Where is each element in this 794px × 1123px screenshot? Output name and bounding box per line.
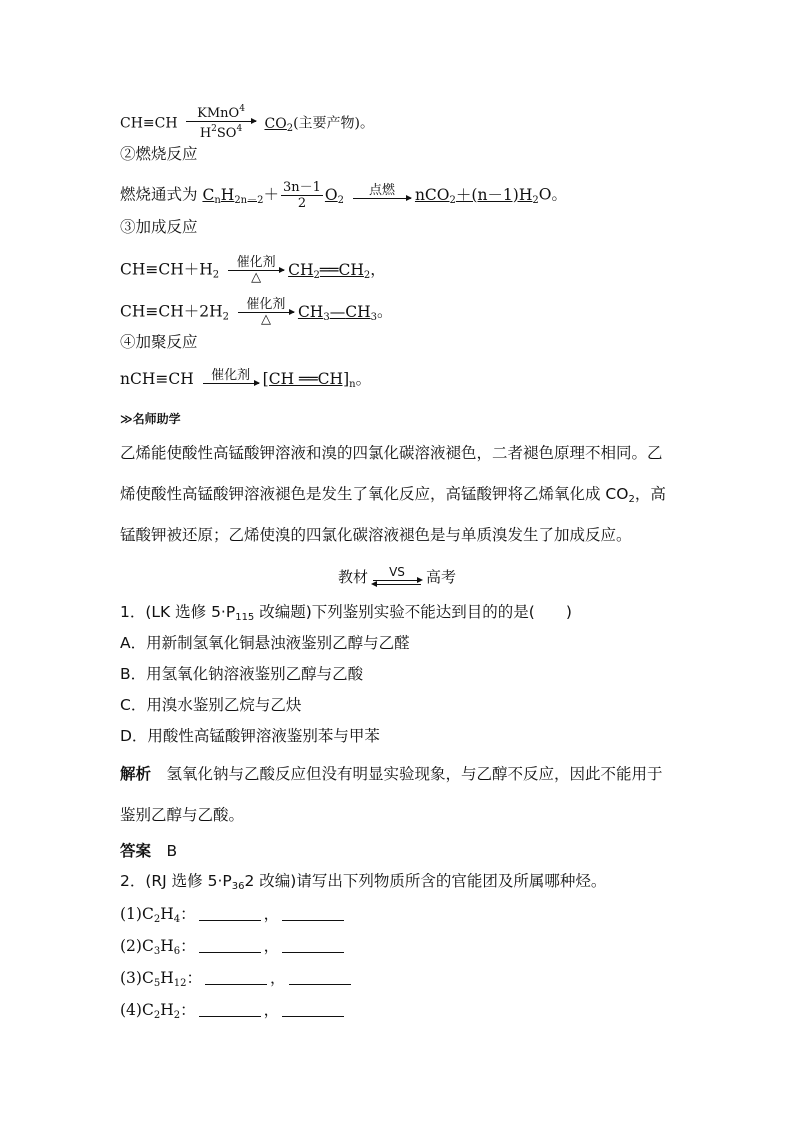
equation-addition-2: $CH\equiv CH+2H_2$ 催化剂 △ $CH_3—CH_3$。	[120, 297, 393, 327]
answer-line	[120, 842, 177, 860]
q2-item-4: $(4)C_2H_2$： ，	[120, 1001, 347, 1025]
option-a: A．用新制氢氧化铜悬浊液鉴别乙醇与乙醛	[120, 634, 410, 652]
answer-blank[interactable]	[282, 1004, 344, 1017]
heading-addition: ③加成反应	[120, 218, 198, 236]
equation-oxidation: CH≡CH KMnO$^4$ $H^2SO^4$ $CO_2$(主要产物)。	[120, 104, 374, 141]
tip-line-3: 锰酸钾被还原；乙烯使溴的四氯化碳溶液褪色是与单质溴发生了加成反应。	[120, 526, 632, 544]
answer-blank[interactable]	[282, 940, 344, 953]
answer-blank[interactable]	[282, 908, 344, 921]
reaction-arrow: 催化剂 △	[228, 256, 284, 285]
analysis-line-1: 解析 氢氧化钠与乙酸反应但没有明显实验现象，与乙醇不反应，因此不能用于	[120, 765, 663, 783]
reaction-arrow: 催化剂	[203, 369, 259, 384]
double-arrow-icon: VS	[371, 568, 423, 588]
product-co2: $CO_2$	[264, 115, 294, 134]
question-1-stem: 1．(LK 选修 $5\cdot P_{115}$ 改编题)下列鉴别实验不能达到目的的是( )	[120, 603, 572, 623]
coefficient-fraction: $\frac{3n-1}{2}$	[283, 180, 321, 211]
answer-value: B	[151, 842, 178, 860]
answer-blank[interactable]	[199, 908, 261, 921]
analysis-line-2: 鉴别乙醇与乙酸。	[120, 806, 245, 824]
answer-blank[interactable]	[199, 1004, 261, 1017]
answer-label: 答案	[120, 842, 152, 860]
reaction-arrow: 点燃	[353, 184, 411, 199]
tip-line-2: 烯使酸性高锰酸钾溶液褪色是发生了氧化反应，高锰酸钾将乙烯氧化成 $CO_2$，高	[120, 485, 666, 505]
question-2-stem: 2．(RJ 选修 $5\cdot P_{36}2$ 改编)请写出下列物质所含的官能团及所属哪种烃。	[120, 872, 607, 892]
reaction-arrow: KMnO$^4$ $H^2SO^4$	[186, 102, 256, 141]
answer-blank[interactable]	[205, 972, 267, 985]
reaction-arrow: 催化剂 △	[238, 298, 294, 327]
q2-item-2: $(2)C_3H_6$： ，	[120, 937, 347, 961]
equation-polymerization: nCH≡CH 催化剂 [CH $══CH]_n$。	[120, 367, 372, 390]
option-c: C．用溴水鉴别乙烷与乙炔	[120, 696, 302, 714]
equation-addition-1: $CH\equiv CH+H_2$ 催化剂 △ $CH_2══CH_2$，	[120, 255, 386, 285]
option-b: B．用氢氧化钠溶液鉴别乙醇与乙酸	[120, 665, 364, 683]
answer-blank[interactable]	[199, 940, 261, 953]
heading-polymerization: ④加聚反应	[120, 333, 198, 351]
heading-burn: ②燃烧反应	[120, 145, 198, 163]
equation-burn: 燃烧通式为 $C_nH_{2n-2}+$ $\frac{3n-1}{2}$ $O_2$ 点燃 $nCO_2+(n-1)H_2O$。	[120, 180, 567, 211]
answer-blank[interactable]	[289, 972, 351, 985]
analysis-label: 解析	[120, 765, 152, 783]
q2-item-3: $(3)C_5H_{12}$： ，	[120, 969, 354, 993]
reactant: CH≡CH	[120, 115, 178, 132]
tip-line-1: 乙烯能使酸性高锰酸钾溶液和溴的四氯化碳溶液褪色，二者褪色原理不相同。乙	[120, 444, 663, 462]
tip-header: ≫名师助学	[120, 412, 181, 426]
q2-item-1: $(1)C_2H_4$： ，	[120, 905, 347, 929]
section-divider-textbook-vs-exam: 教材 VS 高考	[337, 564, 457, 586]
option-d: D．用酸性高锰酸钾溶液鉴别苯与甲苯	[120, 727, 380, 745]
